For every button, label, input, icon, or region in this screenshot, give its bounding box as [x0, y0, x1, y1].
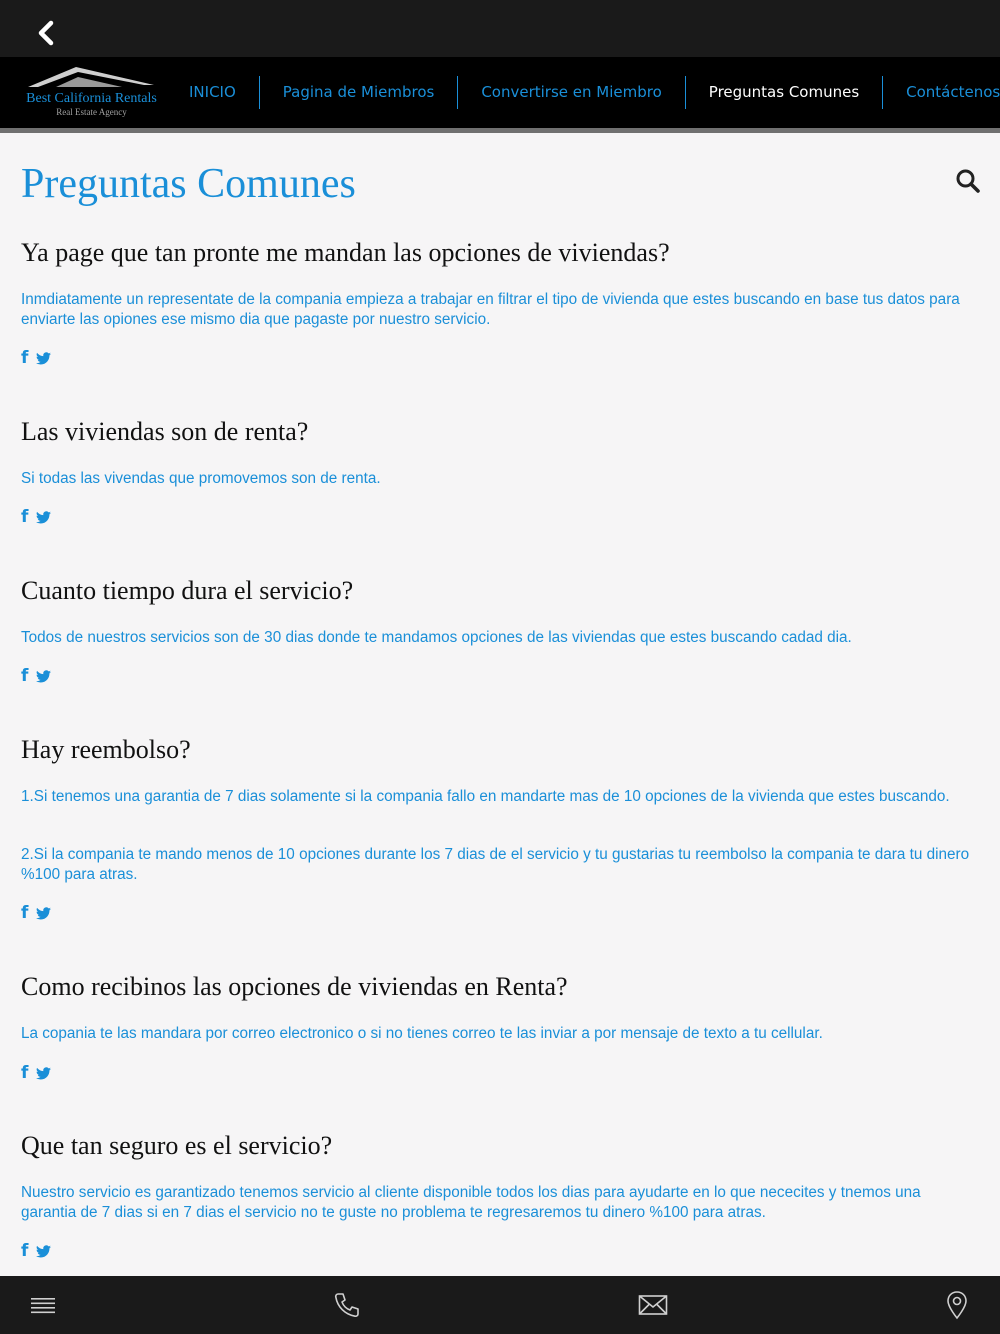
faq-answer: La copania te las mandara por correo electronico o si no tienes correo te las inviar a por mensaje de texto a tu cellular.	[21, 1025, 823, 1042]
twitter-icon[interactable]	[36, 907, 51, 920]
faq-question: Que tan seguro es el servicio?	[21, 1131, 333, 1160]
faq-item	[21, 237, 976, 368]
faq-item	[21, 575, 976, 686]
location-button[interactable]	[942, 1290, 972, 1320]
mail-icon	[638, 1290, 668, 1320]
back-button[interactable]	[30, 18, 60, 48]
faq-question: Como recibinos las opciones de viviendas en Renta?	[21, 972, 568, 1001]
nav-item-pagina-de-miembros[interactable]: Pagina de Miembros	[259, 76, 458, 109]
menu-button[interactable]	[28, 1290, 58, 1320]
faq-item	[21, 416, 976, 527]
twitter-icon[interactable]	[36, 1067, 51, 1080]
facebook-icon[interactable]: f	[21, 507, 29, 527]
faq-item	[21, 1130, 976, 1261]
faq-answer: Nuestro servicio es garantizado tenemos servicio al cliente disponible todos los dias para ayudarte en lo que nececites y tnemos una garantia de 7 dias si en 7 dias el servicio no te guste no problema te regresaremos tu dinero %100 para atras.	[21, 1184, 921, 1221]
share-links	[21, 666, 51, 686]
facebook-icon[interactable]: f	[21, 348, 29, 368]
nav-item-contactenos[interactable]: Contáctenos	[882, 76, 1000, 109]
share-links	[21, 903, 51, 923]
faq-answer: 2.Si la compania te mando menos de 10 opciones durante los 7 dias de el servicio y tu gustarias tu reembolso la compania te dara tu dinero %100 para atras.	[21, 846, 970, 883]
twitter-icon[interactable]	[36, 670, 51, 683]
chevron-left-icon	[30, 18, 60, 48]
twitter-icon[interactable]	[36, 352, 51, 365]
menu-icon	[28, 1290, 58, 1320]
faq-answer: Si todas las vivendas que promovemos son de renta.	[21, 470, 381, 487]
facebook-icon[interactable]: f	[21, 1063, 29, 1083]
faq-item	[21, 971, 976, 1083]
nav-divider	[0, 128, 1000, 133]
share-links	[21, 348, 51, 368]
call-button[interactable]	[332, 1290, 362, 1320]
email-button[interactable]	[638, 1290, 668, 1320]
nav-item-inicio[interactable]: INICIO	[189, 83, 236, 101]
facebook-icon[interactable]: f	[21, 903, 29, 923]
search-icon	[955, 168, 981, 194]
top-bar	[0, 0, 1000, 57]
logo[interactable]	[16, 63, 164, 119]
faq-answer: Todos de nuestros servicios son de 30 dias donde te mandamos opciones de las viviendas que estes buscando cadad dia.	[21, 629, 852, 646]
bottom-bar	[0, 1276, 1000, 1334]
twitter-icon[interactable]	[36, 1245, 51, 1258]
faq-question: Las viviendas son de renta?	[21, 417, 309, 446]
faq-item	[21, 734, 976, 923]
faq-question: Ya page que tan pronte me mandan las opciones de viviendas?	[21, 238, 670, 267]
main-navbar	[0, 57, 1000, 128]
faq-answer: 1.Si tenemos una garantia de 7 dias solamente si la compania fallo en mandarte mas de 10 opciones de la vivienda que estes buscando.	[21, 788, 950, 805]
share-links	[21, 1241, 51, 1261]
nav-item-convertirse-en-miembro[interactable]: Convertirse en Miembro	[457, 76, 684, 109]
location-pin-icon	[942, 1290, 972, 1320]
nav-menu	[176, 57, 1000, 128]
search-button[interactable]	[955, 168, 981, 194]
facebook-icon[interactable]: f	[21, 1241, 29, 1261]
logo-subtitle: Real Estate Agency	[56, 107, 127, 117]
share-links	[21, 1063, 51, 1083]
page-title: Preguntas Comunes	[21, 161, 356, 207]
phone-icon	[332, 1290, 362, 1320]
logo-roof-icon	[26, 65, 156, 91]
faq-question: Cuanto tiempo dura el servicio?	[21, 576, 354, 605]
faq-question: Hay reembolso?	[21, 735, 191, 764]
nav-item-preguntas-comunes[interactable]: Preguntas Comunes	[685, 76, 882, 109]
facebook-icon[interactable]: f	[21, 666, 29, 686]
faq-answer: Inmdiatamente un representate de la compania empieza a trabajar en filtrar el tipo de vivienda que estes buscando en base tus datos para enviarte las opiones ese mismo dia que pagaste por nuestro servicio.	[21, 291, 960, 328]
logo-title: Best California Rentals	[26, 91, 157, 106]
twitter-icon[interactable]	[36, 511, 51, 524]
share-links	[21, 507, 51, 527]
